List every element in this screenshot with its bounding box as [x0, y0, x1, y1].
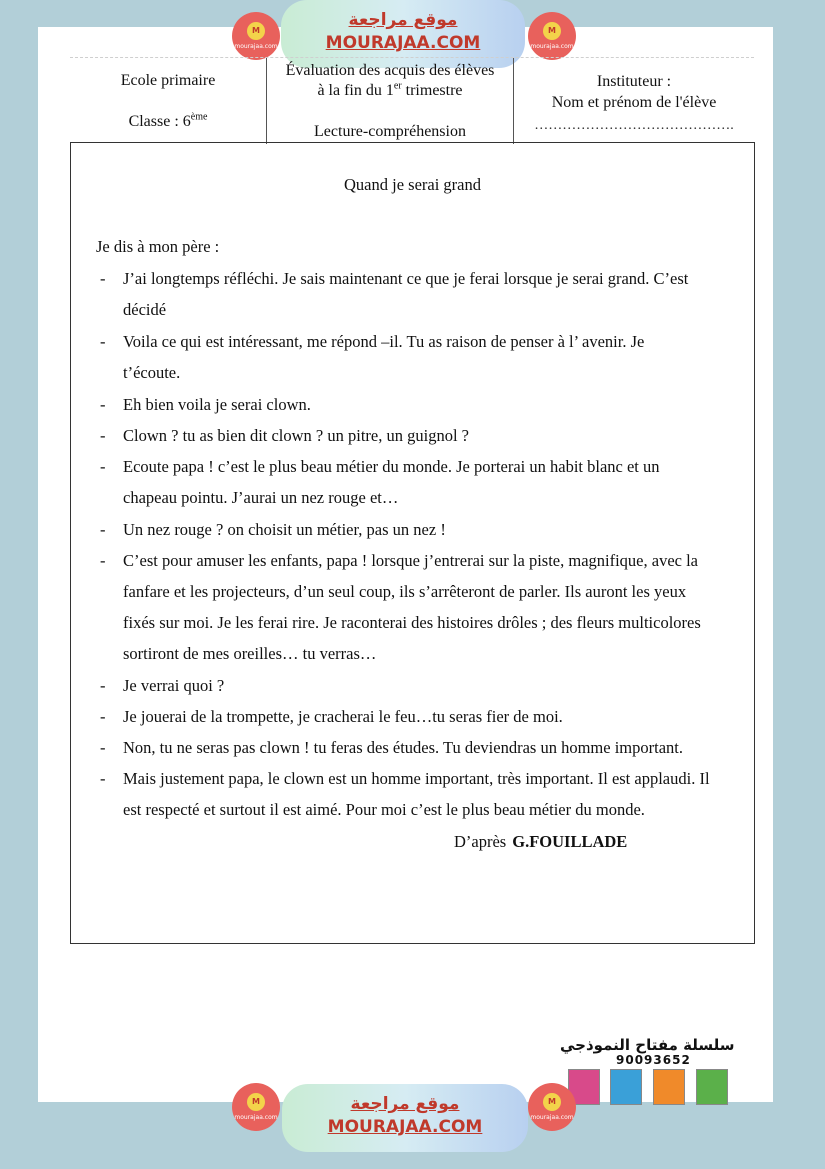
text-title: Quand je serai grand: [344, 175, 481, 194]
site-logo-icon[interactable]: [232, 1083, 280, 1131]
logo-mark: M: [247, 1093, 265, 1111]
text-line: Voila ce qui est intéressant, me répond –il. Tu as raison de penser à l’ avenir. Je: [123, 332, 645, 351]
logo-mark: M: [543, 1093, 561, 1111]
text-line: Un nez rouge ? on choisit un métier, pas un nez !: [123, 520, 446, 539]
book-cover-icon: [610, 1069, 642, 1105]
text-line: J’ai longtemps réfléchi. Je sais maintenant ce que je ferai lorsque je serai grand. C’est: [123, 269, 689, 288]
text-line: sortiront de mes oreilles… tu verras…: [123, 644, 377, 663]
site-logo-icon[interactable]: [528, 12, 576, 60]
text-line: Ecoute papa ! c’est le plus beau métier du monde. Je porterai un habit blanc et un: [123, 457, 660, 476]
header-school-cell: [70, 58, 267, 144]
logo-mark: M: [247, 22, 265, 40]
logo-mark: M: [543, 22, 561, 40]
site-name-arabic: موقع مراجعة: [350, 1094, 460, 1114]
author-prefix: D’après: [454, 832, 507, 851]
site-url[interactable]: MOURAJAA.COM: [327, 1117, 483, 1137]
logo-text: mourajaa.com: [530, 1114, 574, 1121]
text-line: fixés sur moi. Je les ferai rire. Je raconterai des histoires drôles ; des fleurs multicolores: [123, 613, 701, 632]
text-intro: Je dis à mon père :: [96, 237, 220, 256]
header-student-cell: [514, 58, 754, 144]
dialogue-dash: -: [100, 520, 106, 539]
site-logo-icon[interactable]: [232, 12, 280, 60]
text-line: Je jouerai de la trompette, je cracherai le feu…tu seras fier de moi.: [123, 707, 563, 726]
series-phone: 90093652: [616, 1053, 691, 1067]
subject-label: Lecture-compréhension: [314, 123, 466, 140]
eval-period: à la fin du 1er trimestre: [317, 80, 463, 99]
header-eval-cell: [267, 58, 514, 144]
text-line: fanfare et les projecteurs, d’un seul coup, ils s’arrêteront de parler. Ils auront les yeux: [123, 582, 687, 601]
text-line: Clown ? tu as bien dit clown ? un pitre, un guignol ?: [123, 426, 469, 445]
text-line: Eh bien voila je serai clown.: [123, 395, 311, 414]
text-line: décidé: [123, 300, 167, 319]
site-logo-icon[interactable]: [528, 1083, 576, 1131]
dialogue-dash: -: [100, 676, 106, 695]
school-name: Ecole primaire: [120, 72, 216, 89]
student-name-field[interactable]: …………………………………….: [534, 118, 734, 133]
dialogue-dash: -: [100, 738, 106, 757]
dialogue-dash: -: [100, 269, 106, 288]
eval-title: Évaluation des acquis des élèves: [285, 62, 495, 79]
reading-text-frame: [70, 142, 755, 944]
text-line: Je verrai quoi ?: [123, 676, 225, 695]
series-title: سلسلة مفتاح النموذجي: [560, 1036, 735, 1054]
dialogue-dash: -: [100, 426, 106, 445]
logo-text: mourajaa.com: [234, 1114, 278, 1121]
site-badge-bottom[interactable]: [282, 1084, 528, 1152]
text-line: C’est pour amuser les enfants, papa ! lorsque j’entrerai sur la piste, magnifique, avec la: [123, 551, 699, 570]
text-line: Non, tu ne seras pas clown ! tu feras des études. Tu deviendras un homme important.: [123, 738, 683, 757]
dialogue-dash: -: [100, 707, 106, 726]
book-cover-icon: [653, 1069, 685, 1105]
text-line: chapeau pointu. J’aurai un nez rouge et…: [123, 488, 399, 507]
site-name-arabic: موقع مراجعة: [348, 10, 458, 30]
text-line: Mais justement papa, le clown est un homme important, très important. Il est applaudi. Il: [123, 769, 710, 788]
site-url[interactable]: MOURAJAA.COM: [325, 33, 481, 53]
exam-header: [70, 57, 754, 144]
class-label: Classe : 6ème: [128, 111, 208, 130]
text-line: est respecté et surtout il est aimé. Pour moi c’est le plus beau métier du monde.: [123, 800, 645, 819]
text-line: t’écoute.: [123, 363, 181, 382]
dialogue-dash: -: [100, 395, 106, 414]
student-name-label: Nom et prénom de l'élève: [551, 94, 717, 111]
dialogue-dash: -: [100, 769, 106, 788]
author-name: G.FOUILLADE: [512, 832, 628, 851]
dialogue-dash: -: [100, 332, 106, 351]
author-credit: [454, 832, 627, 852]
book-cover-icon: [696, 1069, 728, 1105]
logo-text: mourajaa.com: [530, 43, 574, 50]
teacher-label: Instituteur :: [596, 73, 672, 90]
logo-text: mourajaa.com: [234, 43, 278, 50]
book-series-promo: [560, 1036, 735, 1106]
dialogue-dash: -: [100, 551, 106, 570]
dialogue-dash: -: [100, 457, 106, 476]
